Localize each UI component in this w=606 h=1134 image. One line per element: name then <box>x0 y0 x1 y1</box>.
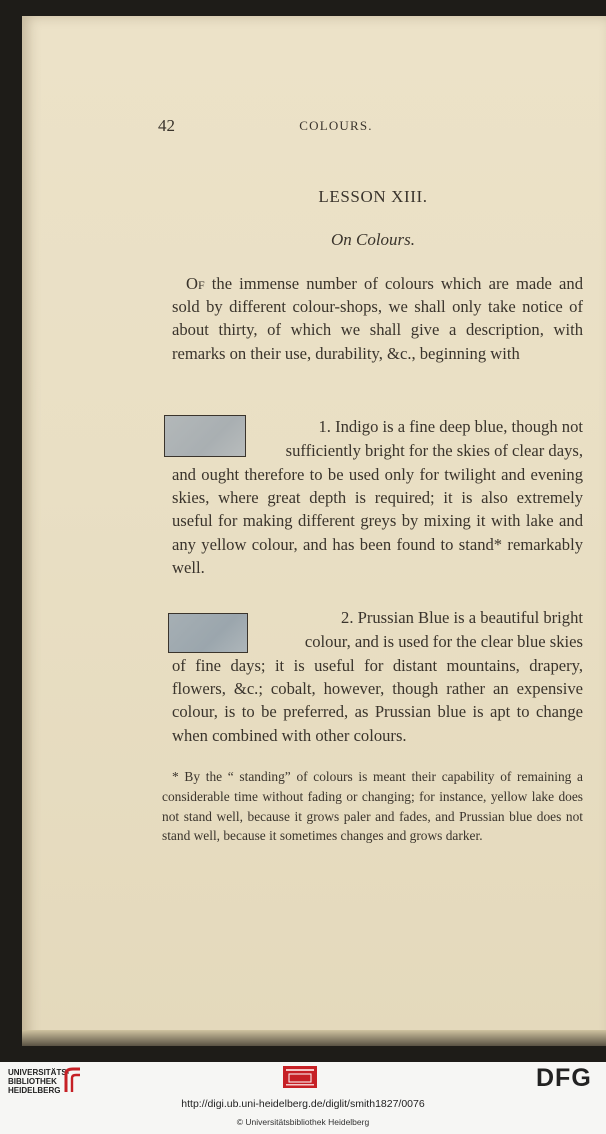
footnote: * By the “ standing” of colours is meant their capability of remaining a considerable time without fading or changing; for instance, yellow lake does not stand well, because it grows paler and fades, and Prussian blue does not stand well, because it sometimes changes and grows darker. <box>162 769 583 844</box>
entry-2-line-1: 2. Prussian Blue is a beautiful bright <box>341 608 583 627</box>
entry-2-body: of fine days; it is useful for distant mountains, drapery, flowers, &c.; cobalt, however, though rather an expensive colour, is to be preferred, as Prussian blue is apt to change when combined with other colours. <box>172 656 583 745</box>
prussian-blue-color-swatch <box>168 613 248 653</box>
permalink-url[interactable]: http://digi.ub.uni-heidelberg.de/diglit/smith1827/0076 <box>181 1098 425 1110</box>
ub-heidelberg-logo-icon <box>62 1066 84 1096</box>
entry-1-body: and ought therefore to be used only for twilight and evening skies, where great depth is required; it is also extremely useful for making different greys by mixing it with lake and any yellow colour, and has been found to stand* remarkably well. <box>172 465 583 577</box>
copyright-notice: © Universitätsbibliothek Heidelberg <box>236 1117 370 1127</box>
ub-heidelberg-logo-text: UNIVERSITÄTS- BIBLIOTHEK HEIDELBERG <box>8 1068 70 1095</box>
entry-1-line-1: 1. Indigo is a fine deep blue, though not <box>318 417 583 436</box>
intro-text: the immense number of colours which are made and sold by different colour-shops, we shall only take notice of about thirty, of which we shall give a description, with remarks on their use, durability, &c., beginning with <box>172 274 583 363</box>
intro-drop-word: Of <box>186 274 205 293</box>
page-number: 42 <box>158 116 175 135</box>
running-head: COLOURS. <box>299 118 373 133</box>
seal-graphic <box>283 1066 317 1088</box>
page-edge <box>22 1030 606 1046</box>
lesson-title: LESSON XIII. <box>318 187 428 206</box>
heidelberg-seal-icon <box>283 1066 317 1088</box>
entry-1-line-2: sufficiently bright for the skies of clear days, <box>285 441 583 460</box>
entry-2-line-2: colour, and is used for the clear blue skies <box>304 632 583 651</box>
indigo-color-swatch <box>164 415 246 457</box>
lesson-subtitle: On Colours. <box>330 230 416 249</box>
dfg-logo: DFG <box>536 1064 592 1092</box>
intro-paragraph <box>172 272 583 365</box>
